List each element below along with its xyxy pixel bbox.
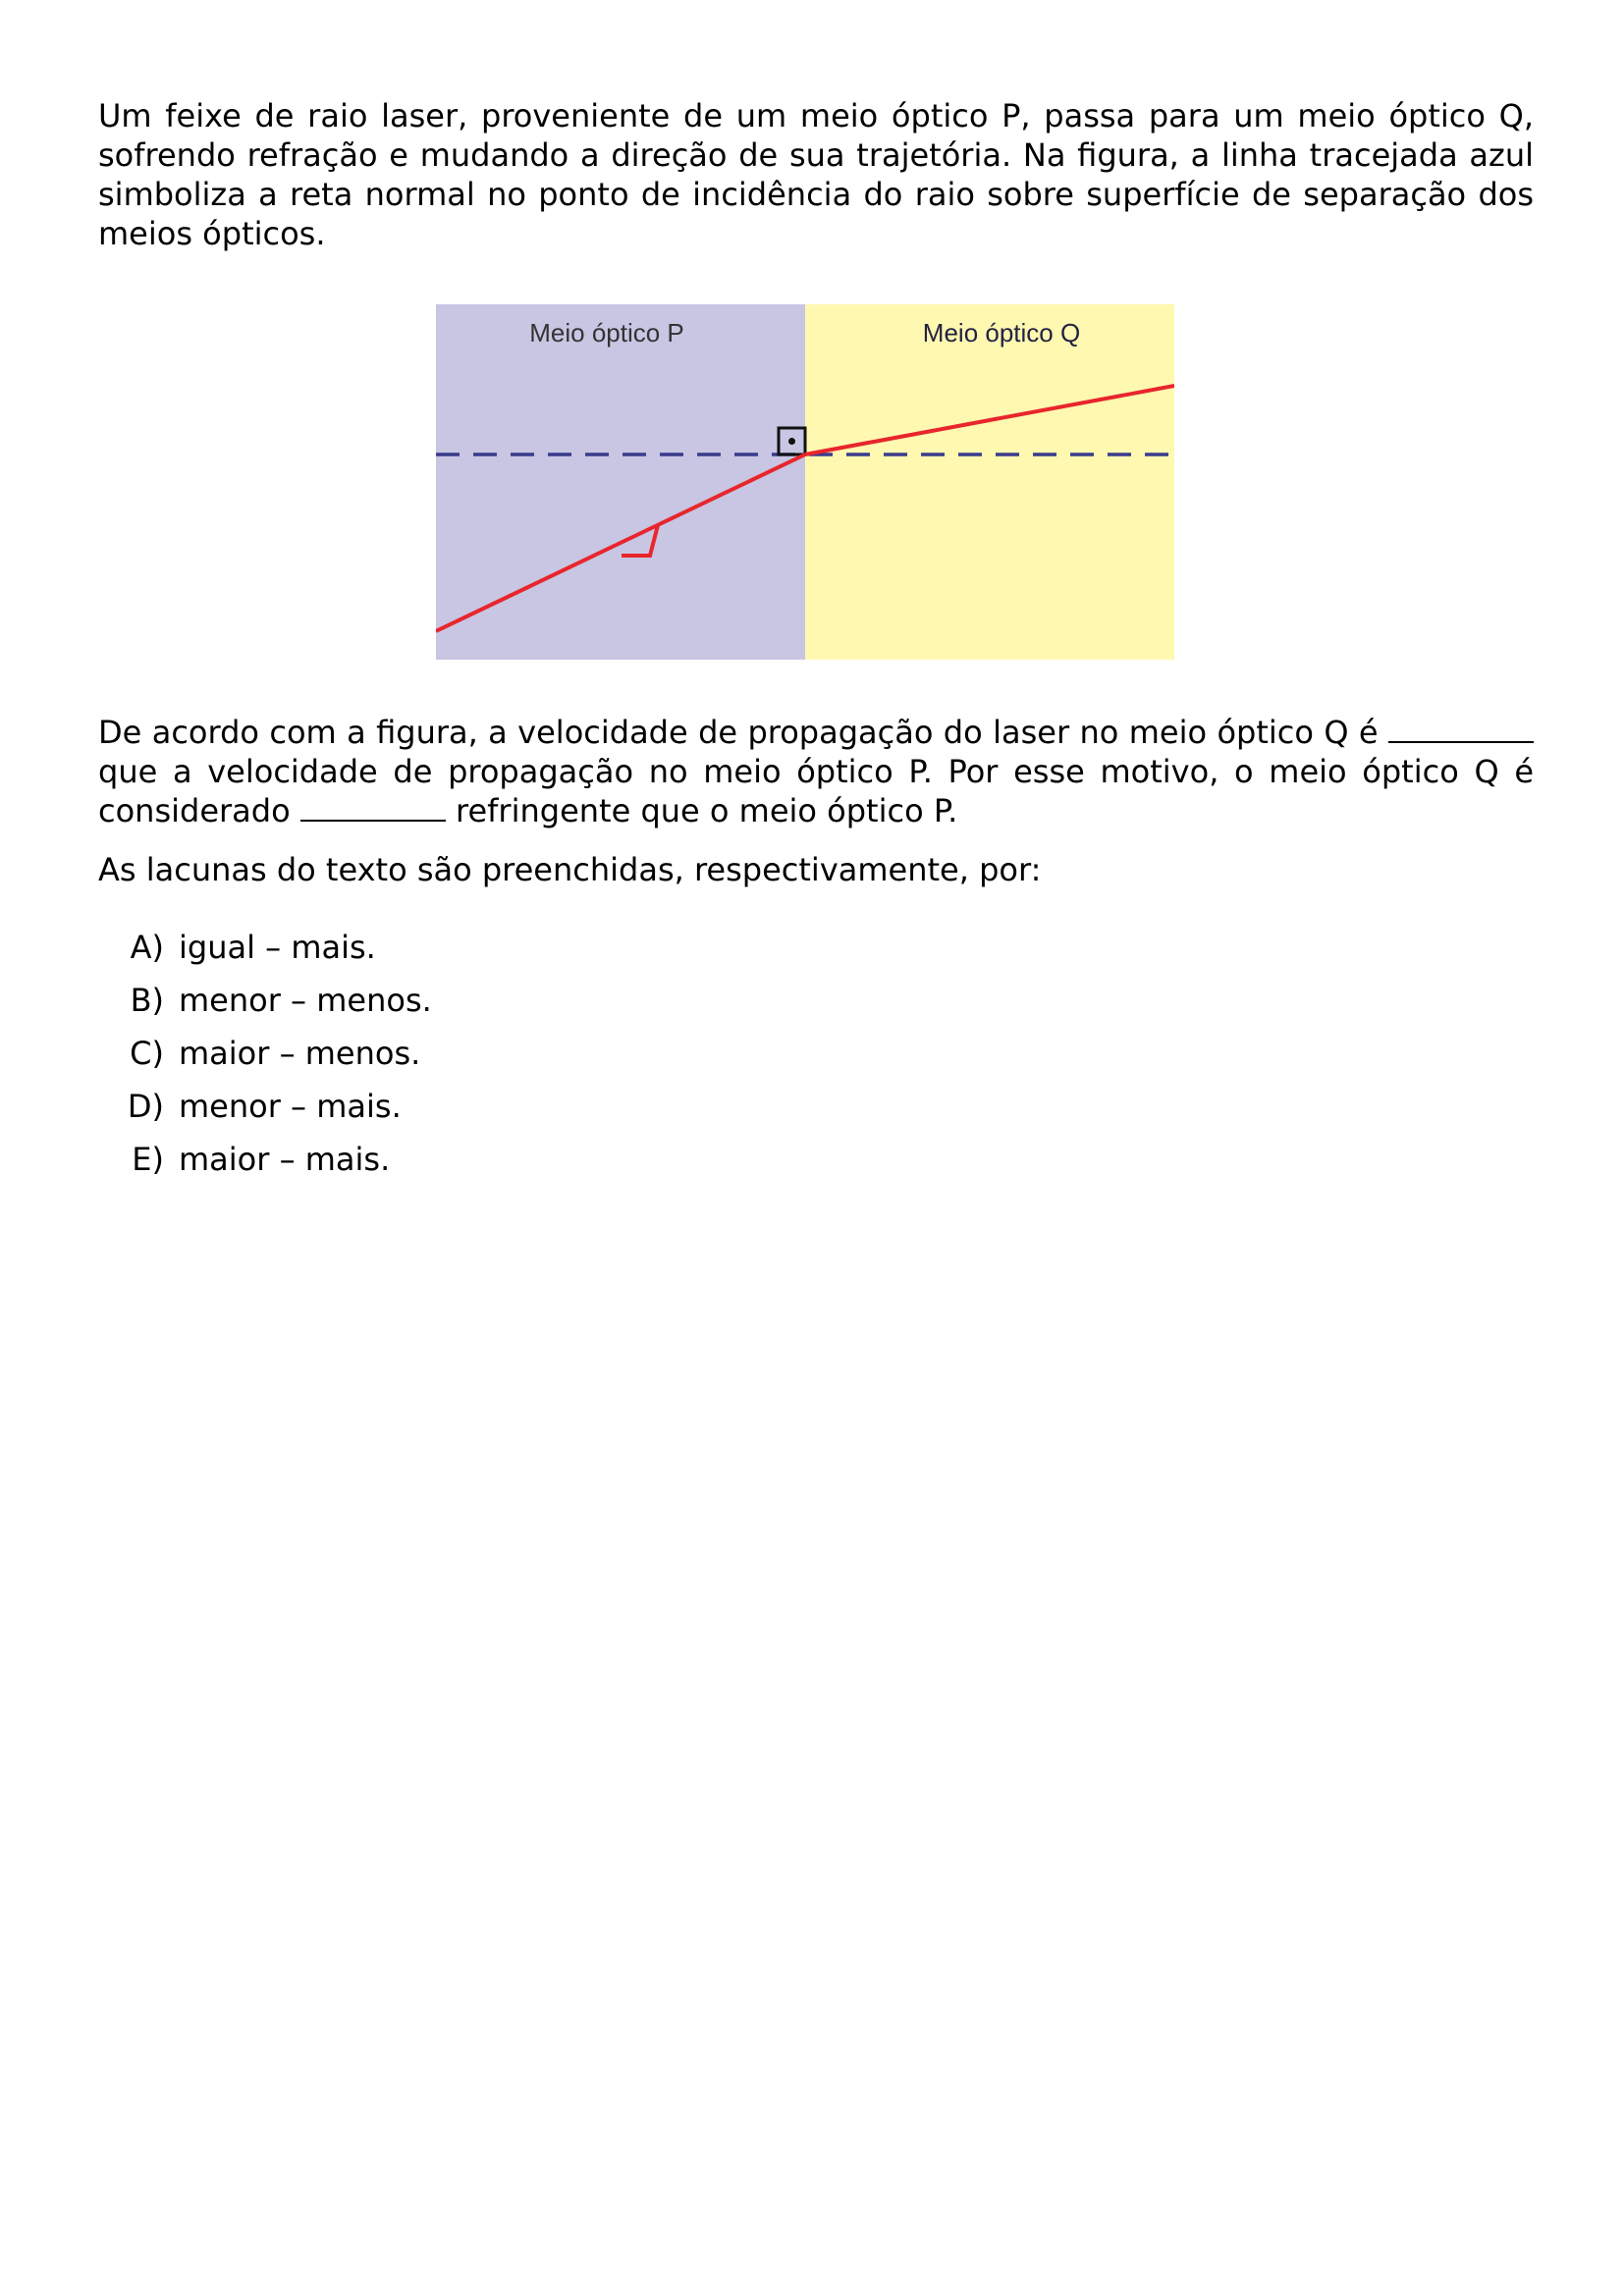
option-text: maior – mais. bbox=[179, 1141, 391, 1178]
option-d[interactable] bbox=[98, 1080, 1534, 1133]
medium-q-region bbox=[805, 304, 1174, 660]
refraction-figure bbox=[436, 304, 1174, 660]
blank-2 bbox=[300, 792, 446, 822]
intro-paragraph: Um feixe de raio laser, proveniente de um meio óptico P, passa para um meio óptico Q, sofrendo refração e mudando a direção de sua trajetória. Na figura, a linha tracejada azul simboliza a reta normal no ponto de incidência do raio sobre superfície de separação dos meios ópticos. bbox=[98, 97, 1534, 252]
statement-part-3: refringente que o meio óptico P. bbox=[456, 792, 958, 829]
medium-p-label: Meio óptico P bbox=[529, 318, 684, 347]
statement-paragraph bbox=[98, 713, 1534, 830]
option-text: menor – menos. bbox=[179, 982, 432, 1019]
option-letter: B) bbox=[130, 982, 164, 1019]
option-text: menor – mais. bbox=[179, 1088, 402, 1125]
option-a[interactable] bbox=[98, 921, 1534, 974]
blank-1 bbox=[1388, 714, 1534, 743]
statement-part-1: De acordo com a figura, a velocidade de propagação do laser no meio óptico Q é bbox=[98, 714, 1379, 751]
option-b[interactable] bbox=[98, 974, 1534, 1027]
option-letter: A) bbox=[130, 929, 164, 966]
option-letter: D) bbox=[127, 1088, 164, 1125]
right-angle-dot bbox=[788, 438, 795, 445]
statement-part-2: que a velocidade de propagação no meio óptico P. Por esse motivo, o meio óptico Q é considerado bbox=[98, 753, 1534, 829]
option-e[interactable] bbox=[98, 1133, 1534, 1186]
option-text: maior – menos. bbox=[179, 1035, 421, 1072]
refraction-diagram bbox=[436, 304, 1174, 660]
option-letter: C) bbox=[130, 1035, 164, 1072]
question-prompt: As lacunas do texto são preenchidas, respectivamente, por: bbox=[98, 851, 1042, 888]
option-c[interactable] bbox=[98, 1027, 1534, 1080]
option-letter: E) bbox=[132, 1141, 164, 1178]
option-text: igual – mais. bbox=[179, 929, 376, 966]
answer-options bbox=[98, 921, 1534, 1186]
medium-q-label: Meio óptico Q bbox=[922, 318, 1081, 347]
question-page bbox=[98, 96, 1534, 1186]
